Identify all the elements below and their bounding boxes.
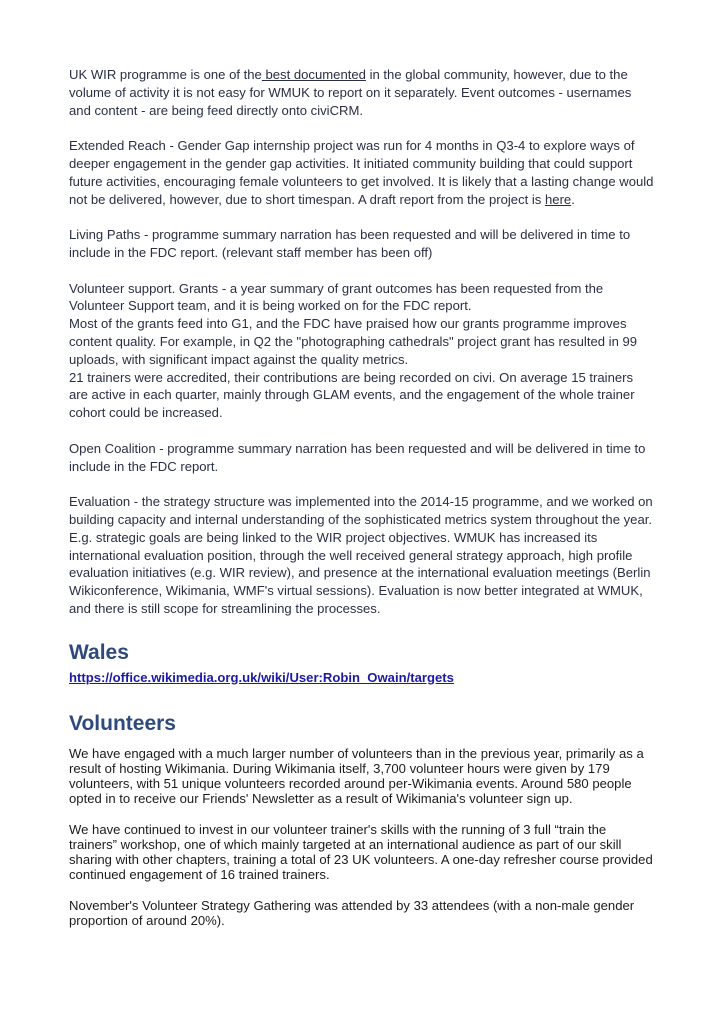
- wales-link-row: [69, 669, 655, 686]
- best-documented-link[interactable]: best documented: [261, 67, 366, 82]
- paragraph-extended-reach: [69, 137, 655, 208]
- paragraph-wir: [69, 66, 655, 119]
- volunteer-support-g1: Most of the grants feed into G1, and the FDC have praised how our grants programme improves content quality. For example, in Q2 the "photographing cathedrals" project grant has resulted in 99 uploads, with significant impact against the quality metrics.: [69, 316, 638, 367]
- extended-reach-text: Extended Reach - Gender Gap internship project was run for 4 months in Q3-4 to explore ways of deeper engagement in the gender gap activities. It initiated community building that could support future activities, encouraging female volunteers to get involved. It is likely that a lasting change would not be delivered, however, due to short timespan. A draft report from the project is: [69, 138, 654, 207]
- wales-heading: Wales: [69, 640, 129, 664]
- wir-text-end: in the global community, however, due to the volume of activity it is not easy for WMUK to report on it separately. Event outcomes - usernames and content - are being feed directly onto civiCRM.: [69, 67, 632, 118]
- volunteers-paragraph-gathering: November's Volunteer Strategy Gathering was attended by 33 attendees (with a non-male gender proportion of around 20%).: [69, 897, 635, 928]
- volunteers-paragraph-trainers: We have continued to invest in our volunteer trainer's skills with the running of 3 full “train the trainers” workshop, one of which mainly targeted at an international audience as part of our skill sharing with other chapters, training a total of 23 UK volunteers. A one-day refresher course provided continued engagement of 16 trained trainers.: [69, 821, 653, 883]
- volunteer-support-trainers: 21 trainers were accredited, their contributions are being recorded on civi. On average 15 trainers are active in each quarter, mainly through GLAM events, and the engagement of the whole trainer cohort could be increased.: [69, 369, 635, 421]
- volunteers-heading: Volunteers: [69, 711, 176, 735]
- volunteers-paragraph-engagement: We have engaged with a much larger number of volunteers than in the previous year, primarily as a result of hosting Wikimania. During Wikimania itself, 3,700 volunteer hours were given by 179 volunteers, with 51 unique volunteers recorded around per-Wikimania events. Around 580 people opted in to receive our Friends' Newsletter as a result of Wikimania's volunteer sign up.: [69, 745, 644, 807]
- wir-text-start: UK WIR programme is one of the: [69, 67, 262, 82]
- extended-reach-end: .: [571, 191, 575, 207]
- paragraph-evaluation: Evaluation - the strategy structure was implemented into the 2014-15 programme, and we worked on building capacity and internal understanding of the sophisticated metrics system throughout the year. E.g. strategic goals are being linked to the WIR project objectives. WMUK has increased its international evaluation position, through the well received general strategy approach, high profile evaluation initiatives (e.g. WIR review), and presence at the international evaluation meetings (Berlin Wikiconference, Wikimania, WMF's virtual sessions). Evaluation is now better integrated at WMUK, and there is still scope for streamlining the processes.: [69, 494, 653, 616]
- paragraph-open-coalition: Open Coalition - programme summary narration has been requested and will be delivered in time to include in the FDC report.: [69, 440, 646, 474]
- paragraph-living-paths: Living Paths - programme summary narration has been requested and will be delivered in time to include in the FDC report. (relevant staff member has been off): [69, 227, 631, 260]
- document-page: [69, 66, 655, 943]
- volunteer-support-grants: Volunteer support. Grants - a year summary of grant outcomes has been requested from the Volunteer Support team, and it is being worked on for the FDC report.: [69, 280, 604, 314]
- paragraph-volunteer-support: [69, 280, 655, 422]
- wales-targets-link[interactable]: https://office.wikimedia.org.uk/wiki/User:Robin_Owain/targets: [69, 669, 454, 685]
- draft-report-link[interactable]: here: [545, 191, 572, 207]
